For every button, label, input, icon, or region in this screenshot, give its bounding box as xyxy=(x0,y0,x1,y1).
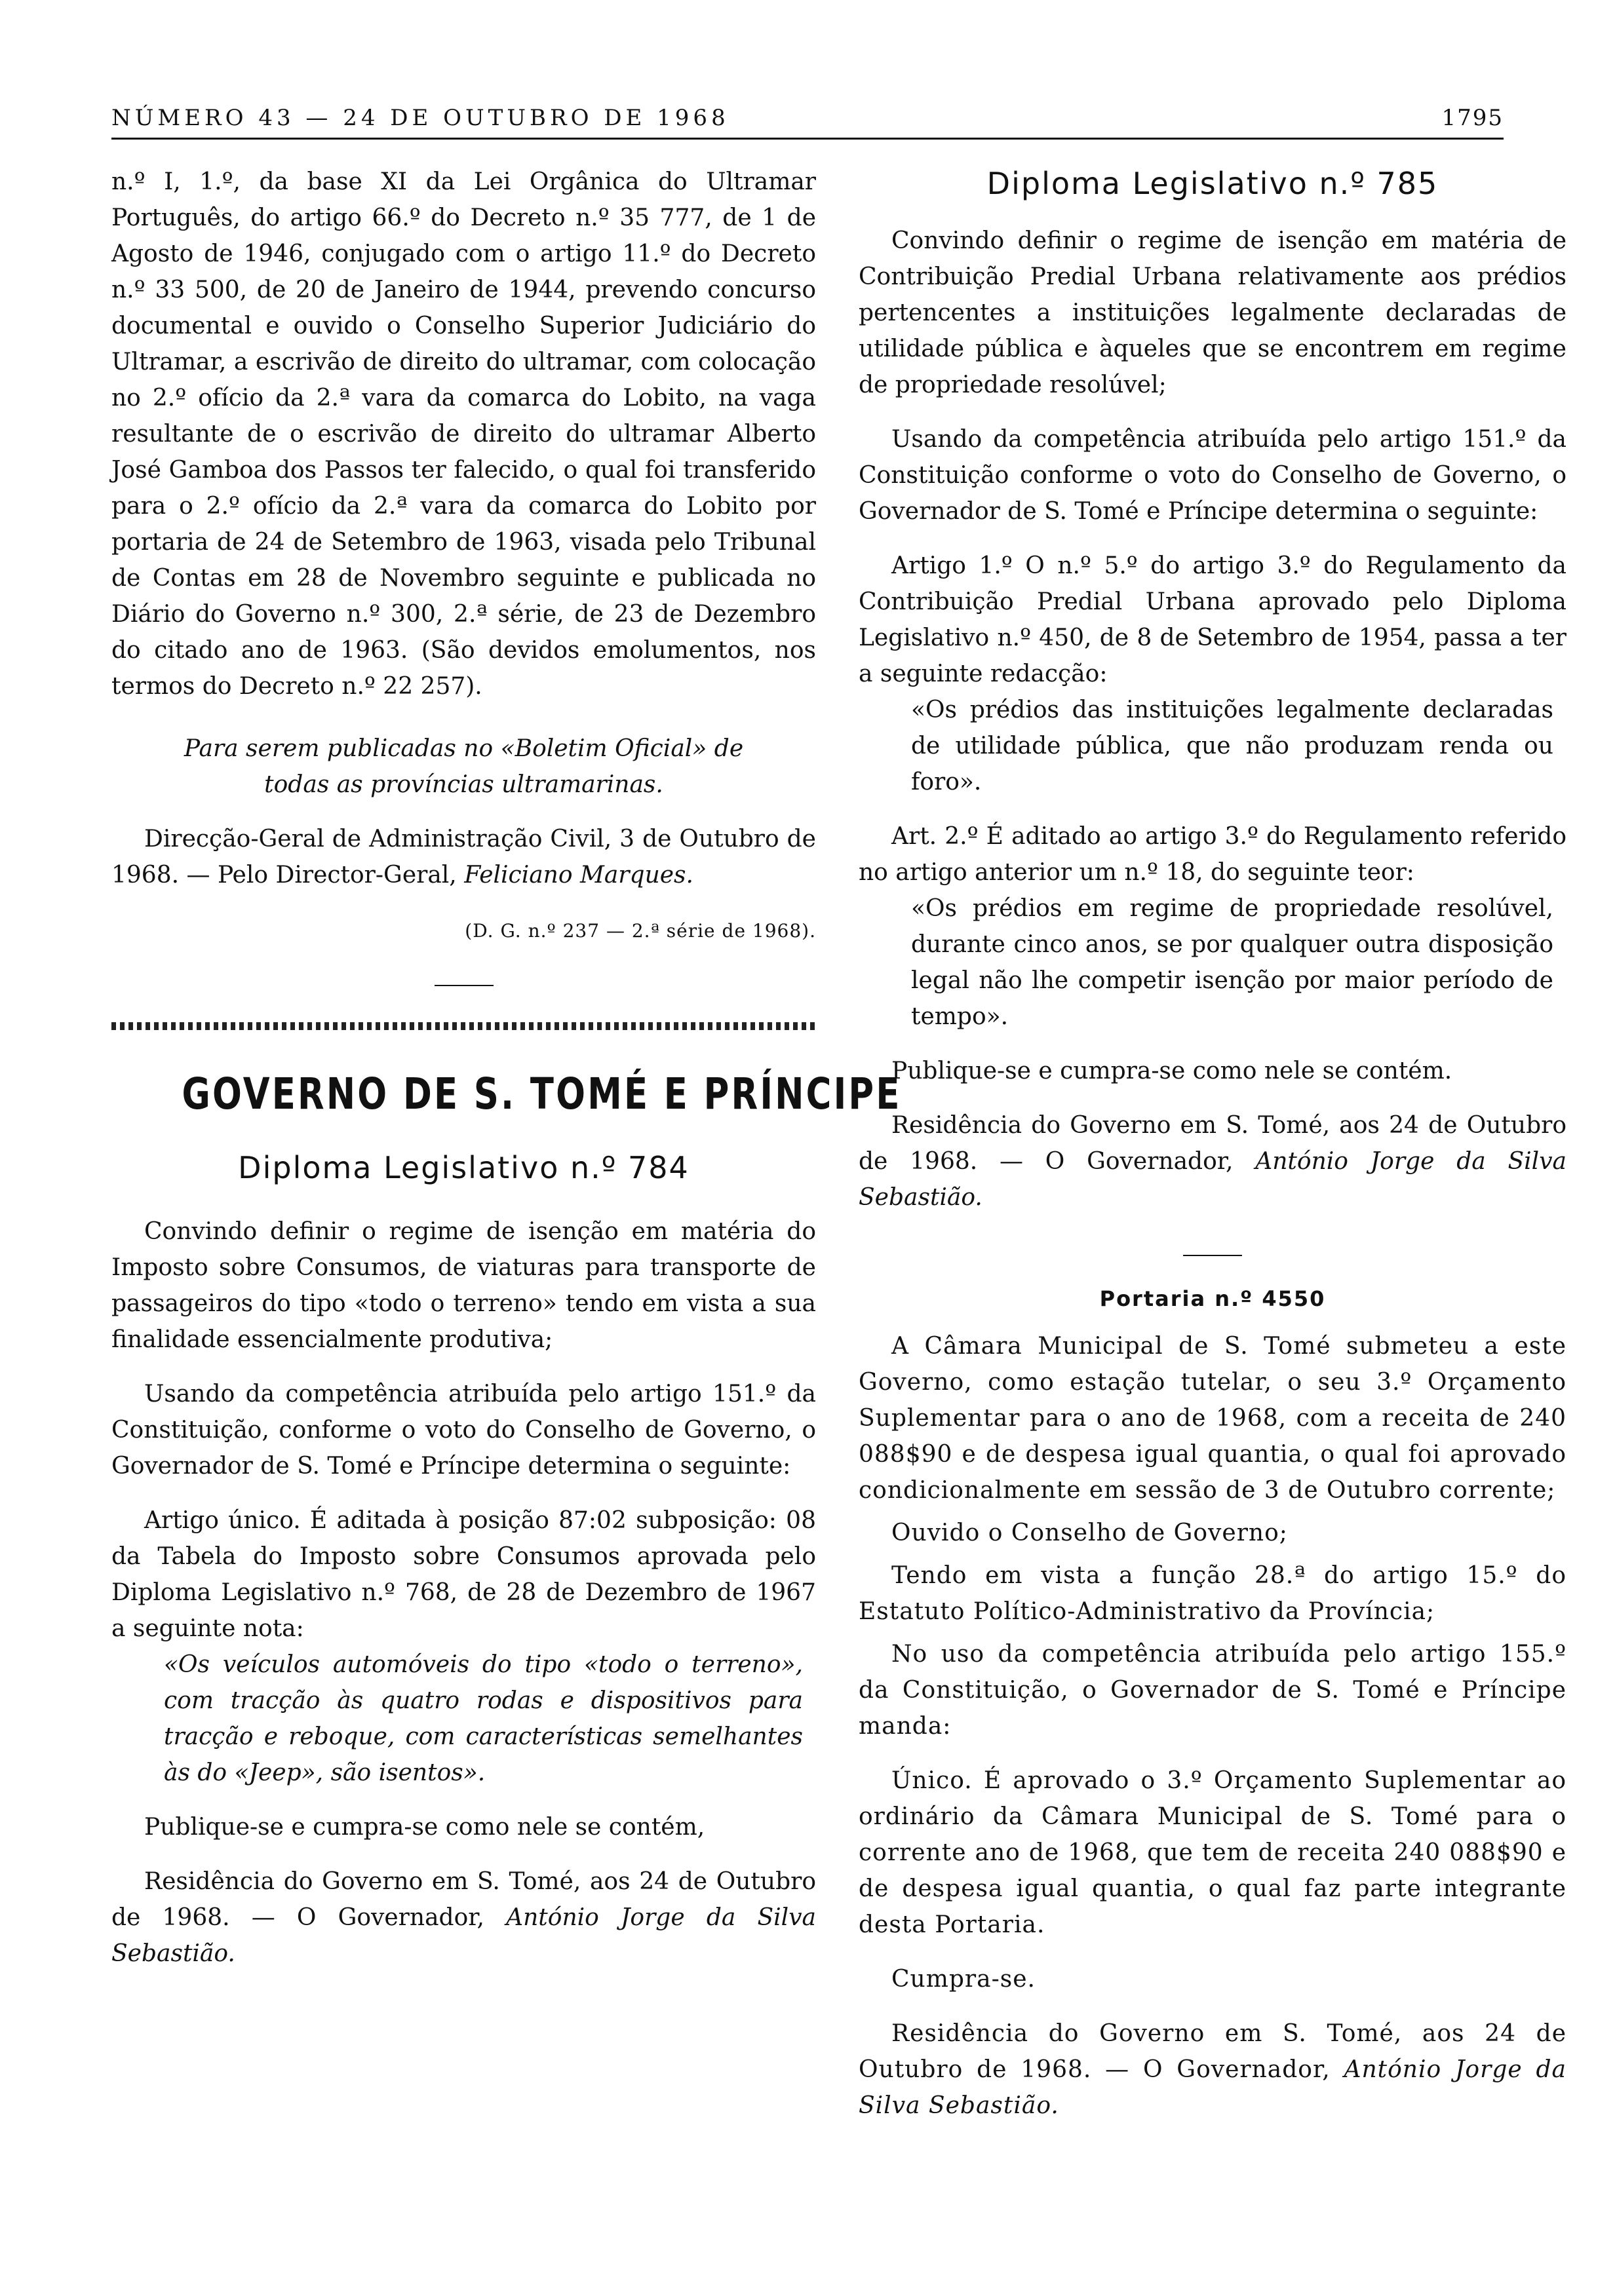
portaria-paragraph-6: Cumpra-se. xyxy=(891,1966,1036,1993)
portaria-paragraph-4: No uso da competência atribuída pelo artigo 155.º da Constituição, o Governador de S. Tomé e Príncipe manda: xyxy=(859,1641,1566,1740)
portaria-paragraph-5: Único. É aprovado o 3.º Orçamento Suplementar ao ordinário da Câmara Municipal de S. Tomé para o corrente ano de 1968, que tem de receita 240 088$90 e de despesa igual quantia, o qual faz parte integrante desta Portaria. xyxy=(859,1767,1566,1938)
header-rule xyxy=(111,138,1504,140)
publish-note: Para serem publicadas no «Boletim Oficial» de todas as províncias ultramarinas. xyxy=(184,735,744,798)
governor-name: António Jorge da Silva Sebastião. xyxy=(111,1904,816,1967)
continued-paragraph: n.º I, 1.º, da base XI da Lei Orgânica do Ultramar Português, do artigo 66.º do Decreto n.º 35 777, de 1 de Agosto de 1946, conjugado com o artigo 11.º do Decreto n.º 33 500, de 20 de Janeiro de 1944, prevendo concurso documental e ouvido o Conselho Superior Judiciário do Ultramar, a escrivão de direito do ultramar, com colocação no 2.º ofício da 2.ª vara da comarca do Lobito, na vaga resultante de o escrivão de direito do ultramar Alberto José Gamboa dos Passos ter falecido, o qual foi transferido para o 2.º ofício da 2.ª vara da comarca do Lobito por portaria de 24 de Setembro de 1963, visada pelo Tribunal de Contas em 28 de Novembro seguinte e publicada no Diário do Governo n.º 300, 2.ª série, de 23 de Dezembro do citado ano de 1963. (São devidos emolumentos, nos termos do Decreto n.º 22 257). xyxy=(111,168,816,700)
dg-reference: (D. G. n.º 237 — 2.ª série de 1968). xyxy=(465,920,816,942)
portaria-title: Portaria n.º 4550 xyxy=(1099,1286,1326,1311)
diploma-785-preamble: Convindo definir o regime de isenção em matéria de Contribuição Predial Urbana relativamente aos prédios pertencentes a instituições legalmente declaradas de utilidade pública e àqueles que se encontrem em regime de propriedade resolúvel; xyxy=(859,227,1566,398)
governor-name: António Jorge da Silva Sebastião. xyxy=(859,1148,1566,1211)
direccao-text: Direcção-Geral de Administração Civil, 3 de Outubro de 1968. — Pelo Director-Geral, xyxy=(111,826,816,889)
diploma-785-publish: Publique-se e cumpra-se como nele se contém. xyxy=(891,1058,1452,1084)
right-column xyxy=(859,164,1566,2124)
diploma-784-title: Diploma Legislativo n.º 784 xyxy=(238,1150,690,1185)
diploma-785-competence: Usando da competência atribuída pelo artigo 151.º da Constituição conforme o voto do Conselho de Governo, o Governador de S. Tomé e Príncipe determina o seguinte: xyxy=(859,426,1566,525)
left-column xyxy=(111,164,902,1972)
governor-name: António Jorge da Silva Sebastião. xyxy=(859,2056,1566,2119)
diploma-784-publish: Publique-se e cumpra-se como nele se contém, xyxy=(144,1814,705,1841)
direccao-name: Feliciano Marques. xyxy=(464,862,693,889)
signature-text: Residência do Governo em S. Tomé, aos 24 de Outubro de 1968. — O Governador, xyxy=(859,1112,1566,1175)
portaria-signature xyxy=(859,2016,1566,2124)
section-divider xyxy=(435,985,494,986)
signature-text: Residência do Governo em S. Tomé, aos 24 de Outubro de 1968. — O Governador, xyxy=(859,2020,1566,2083)
diploma-785-signature xyxy=(859,1107,1566,1215)
diploma-785-quote-1: «Os prédios das instituições legalmente declaradas de utilidade pública, que não produzam renda ou foro». xyxy=(911,697,1553,795)
direccao-signature xyxy=(111,821,816,893)
decorative-divider xyxy=(111,1022,816,1030)
government-title: GOVERNO DE S. TOMÉ E PRÍNCIPE xyxy=(182,1069,902,1119)
diploma-785-article-1: Artigo 1.º O n.º 5.º do artigo 3.º do Regulamento da Contribuição Predial Urbana aprovado pelo Diploma Legislativo n.º 450, de 8 de Setembro de 1954, passa a ter a seguinte redacção: xyxy=(859,552,1566,687)
signature-text: Residência do Governo em S. Tomé, aos 24 de Outubro de 1968. — O Governador, xyxy=(111,1868,816,1931)
diploma-785-title: Diploma Legislativo n.º 785 xyxy=(986,166,1439,201)
page-header xyxy=(111,92,1504,131)
diploma-785-article-2: Art. 2.º É aditado ao artigo 3.º do Regulamento referido no artigo anterior um n.º 18, do seguinte teor: xyxy=(859,823,1566,886)
section-divider xyxy=(1183,1255,1242,1256)
page-number: 1795 xyxy=(1441,105,1504,131)
diploma-785-quote-2: «Os prédios em regime de propriedade resolúvel, durante cinco anos, se por qualquer outra disposição legal não lhe competir isenção por maior período de tempo». xyxy=(911,895,1553,1030)
portaria-paragraph-2: Ouvido o Conselho de Governo; xyxy=(891,1520,1288,1546)
diploma-784-article: Artigo único. É aditada à posição 87:02 subposição: 08 da Tabela do Imposto sobre Consumos aprovada pelo Diploma Legislativo n.º 768, de 28 de Dezembro de 1967 a seguinte nota: xyxy=(111,1507,816,1642)
diploma-784-preamble: Convindo definir o regime de isenção em matéria do Imposto sobre Consumos, de viaturas para transporte de passageiros do tipo «todo o terreno» tendo em vista a sua finalidade essencialmente produtiva; xyxy=(111,1218,816,1353)
diploma-784-signature xyxy=(111,1864,816,1972)
diploma-784-quote: «Os veículos automóveis do tipo «todo o terreno», com tracção às quatro rodas e dispositivos para tracção e reboque, com características semelhantes às do «Jeep», são isentos». xyxy=(164,1651,803,1786)
issue-title: NÚMERO 43 — 24 DE OUTUBRO DE 1968 xyxy=(111,105,730,131)
portaria-paragraph-3: Tendo em vista a função 28.ª do artigo 15.º do Estatuto Político-Administrativo da Província; xyxy=(859,1562,1566,1625)
portaria-paragraph-1: A Câmara Municipal de S. Tomé submeteu a este Governo, como estação tutelar, o seu 3.º Orçamento Suplementar para o ano de 1968, com a receita de 240 088$90 e de despesa igual quantia, o qual foi aprovado condicionalmente em sessão de 3 de Outubro corrente; xyxy=(859,1333,1566,1504)
diploma-784-competence: Usando da competência atribuída pelo artigo 151.º da Constituição, conforme o voto do Conselho de Governo, o Governador de S. Tomé e Príncipe determina o seguinte: xyxy=(111,1381,816,1480)
